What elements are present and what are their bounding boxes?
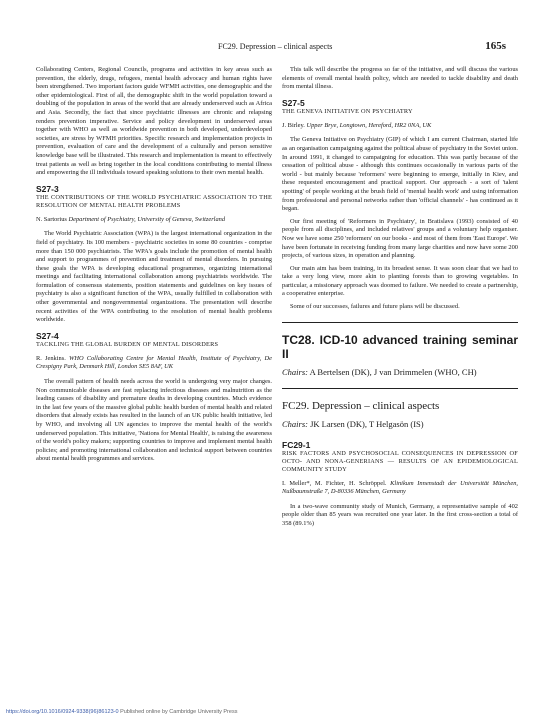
- abstract-title: THE CONTRIBUTIONS OF THE WORLD PSYCHIATRIC ASSOCIATION TO THE RESOLUTION OF MENTAL HEALTH PROBLEMS: [36, 193, 272, 209]
- chairs-names: A Bertelsen (DK), J van Drimmelen (WHO, CH): [309, 366, 477, 377]
- page-number: 165s: [485, 40, 506, 52]
- abstract-id: FC29-1: [282, 439, 311, 450]
- doi-link[interactable]: https://doi.org/10.1016/0924-9338(96)86123-0: [6, 709, 119, 715]
- abstract-title: TACKLING THE GLOBAL BURDEN OF MENTAL DISORDERS: [36, 340, 219, 348]
- right-column: [282, 66, 518, 533]
- abstract-authors: [282, 480, 518, 497]
- abstract-title: THE GENEVA INITIATIVE ON PSYCHIATRY: [282, 107, 413, 115]
- intro-paragraph: Collaborating Centers, Regional Councils, programs and activities in key areas such as prevention, the elderly, drugs, refugees, mental health advocacy and human rights have been strengthened. Two important factors guide WFMH activities, one demographic and the other epidemiological. First of all, the demographic shift in the world population toward a doubling of the population in areas of the world that are already underserved such as Africa and Asia. Secondly, the fact that since psychiatric illnesses are chronic and relapsing renders prevention imperative. Service and policy development in underserved areas together with WHO as well as worldwide prevention in both developed, underdeveloped societies, are stress by WFMH priorities. Specific research and implementation projects in prevention, evaluation of care and the development of a culturally and person sensitive knowledge base will be illustrated. This research and implementation is meant to effectively treat patients as well as bring together in the local conditions contributing to mental illness and empowering the ill individuals toward speaking solutions to their own mental health.: [36, 66, 272, 177]
- chairs-names: JK Larsen (DK), T Helgasön (IS): [310, 418, 424, 429]
- abstract-id: S27-3: [36, 183, 59, 194]
- author-name: R. Jenkins.: [36, 354, 66, 362]
- author-affiliation: Upper Brye, Longtown, Hereford, HR2 0NA, UK: [306, 121, 432, 129]
- publisher-note: Published online by Cambridge University Press: [120, 709, 238, 715]
- left-column: [36, 66, 272, 468]
- author-affiliation: Department of Psychiatry, University of Geneva, Switzerland: [68, 215, 226, 223]
- author-name: N. Sartorius: [36, 215, 67, 223]
- abstract-authors: [36, 355, 272, 372]
- session-chairs: [282, 367, 518, 378]
- abstract-title: RISK FACTORS AND PSYCHOSOCIAL CONSEQUENCES IN DEPRESSION OF OCTO- AND NONA-GENERIANS — RESULTS OF AN EPIDEMIOLOGICAL COMMUNITY STUDY: [282, 449, 518, 473]
- session-title: TC28. ICD-10 advanced training seminar II: [282, 332, 518, 361]
- author-affiliation: Klinikum Innenstadt der Universität München, Nußbaumstraße 7, D-80336 München, Germany: [282, 479, 518, 496]
- author-affiliation: WHO Collaborating Centre for Mental Health, Institute of Psychiatry, De Crespigny Park, Denmark Hill, London SE5 8AF, UK: [36, 354, 272, 371]
- abstract-body: The overall pattern of health needs across the world is undergoing very major changes. Non communicable diseases are fast replacing infectious diseases and malnutrition as the leading causes of disability and premature deaths in developing countries. Much evidence in the last few years of the massive global public health burden of mental health and related disorders that already exists has resulted in the launch of an UK public health initiative, led by WHO, and involving all UN agencies to improve the mental health of the world's underserved population. This initiative, 'Nations for Mental Health', is raising the awareness of the world's policy makers; supporting countries to improve and implement mental health policies; and promoting international collaboration and technical support between countries about mental health programmes and services.: [36, 378, 272, 463]
- abstract-id: S27-5: [282, 97, 305, 108]
- abstract-authors: [282, 122, 518, 131]
- page-footer: [6, 709, 237, 715]
- author-name: I. Meller*, M. Fichter, H. Schröppel.: [282, 479, 387, 487]
- abstract-paragraph: Some of our successes, failures and future plans will be discussed.: [290, 303, 460, 311]
- session-chairs: [282, 419, 518, 430]
- abstract-authors: [36, 216, 272, 225]
- abstract-body: The World Psychiatric Association (WPA) is the largest international organization in the field of psychiatry. Its 100 members - psychiatric societies in some 80 countries - comprise more than 150 000 psychiatrists. The WPA's goals include the promotion of mental health and support to programmes of prevention and treatment of mental disorders. In pursuing these goals the WPA is developing educational programmes, organizing international meetings and facilitating international collaboration among psychiatrists worldwide. The formulation of consensus statements, position statements and guidelines on key issues of psychiatry is also a significant function of the WPA, usually fulfilled in collaboration with other governmental and nongovernmental organizations. The presentation will describe recent activities of the WPA contributing to the resolution of mental health problems worldwide.: [36, 230, 272, 324]
- abstract-body: In a two-wave community study of Munich, Germany, a representative sample of 402 people older than 85 years was recruited one year later. In the first cross-section a total of 358 (89.1%): [282, 502, 518, 528]
- abstract-paragraph: Our first meeting of 'Reformers in Psychiatry', in Bratislava (1993) consisted of 40 people from all disciplines, and included relatives' groups and a voluntary help organiser. Now we have some 250 'reformers' on our books - and most of them from 'East Europe'. We have been fortunate in receiving funding from many large charities and now have some 200 projects, of various sizes, in operation and planning.: [282, 217, 518, 260]
- author-name: J. Birley.: [282, 121, 305, 129]
- abstract-paragraph: Our main aim has been training, in its broadest sense. It was soon clear that we had to take a very long view, more akin to planting forests than to growing vegetables. In particular, a missionary approach was doomed to failure. We needed to create a partnership, a cooperative enterprise.: [282, 264, 518, 298]
- intro-paragraph: This talk will describe the progress so far of the initiative, and will discuss the various elements of overall mental health policy, which are needed to tackle disability and death from mental illness.: [282, 66, 518, 91]
- chairs-label: Chairs:: [282, 418, 308, 429]
- running-header: [0, 42, 540, 58]
- abstract-id: S27-4: [36, 330, 59, 341]
- running-title: FC29. Depression – clinical aspects: [218, 42, 333, 51]
- session-title: FC29. Depression – clinical aspects: [282, 399, 440, 412]
- chairs-label: Chairs:: [282, 366, 308, 377]
- session-block: [282, 388, 518, 430]
- session-block: [282, 322, 518, 378]
- abstract-paragraph: The Geneva Initiative on Psychiatry (GIP) of which I am current Chairman, started life as an organisation campaigning against the political abuse of psychiatry in the Soviet union. In around 1991, it changed to campaigning for education. This was partly because of the cessation of political abuse - although this continues occasionally in various parts of the world - but mainly because 'reformers' were beginning to emerge, initially in Kiev, and these requested encouragement and practical support. Our approach - a sort of 'talent spotting' of people working at the brush field of 'mental health work' and using information from professional and personal networks rather than 'official channels' - has continued as it began.: [282, 136, 518, 213]
